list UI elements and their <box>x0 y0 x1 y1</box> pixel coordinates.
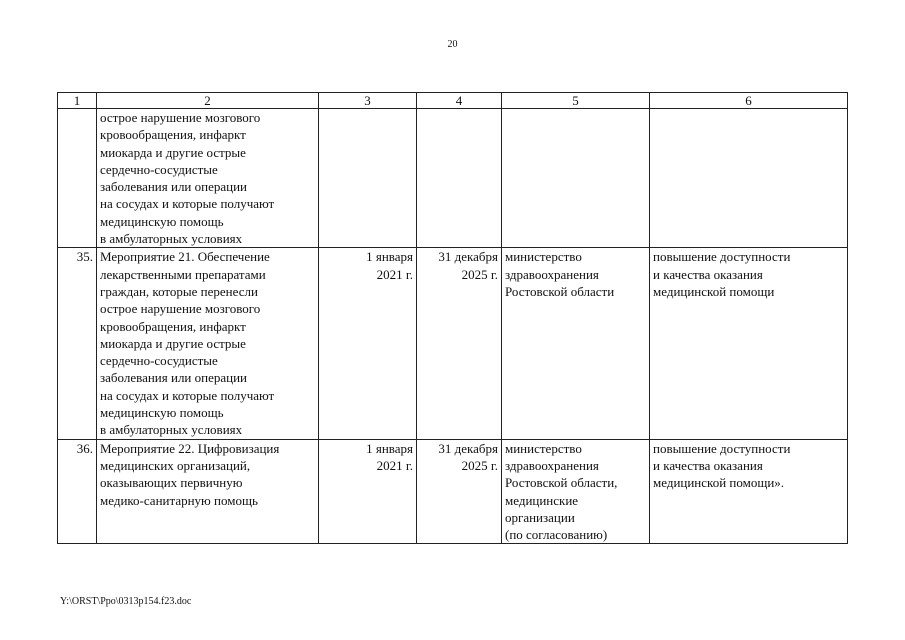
cell-text-line: миокарда и другие острые <box>100 335 246 351</box>
cell-text-line: на сосудах и которые получают <box>100 196 275 212</box>
end-date-cell <box>417 109 502 248</box>
cell-text-line: миокарда и другие острые <box>100 144 246 160</box>
start-date-cell <box>319 248 417 439</box>
cell-text-line: повышение доступности <box>653 440 791 456</box>
result-cell <box>650 248 848 439</box>
cell-text-line: 2025 г. <box>461 457 498 473</box>
cell-text-line: сердечно-сосудистые <box>100 161 218 177</box>
cell-text-line: Ростовской области, <box>505 475 618 491</box>
executor-cell <box>502 109 650 248</box>
cell-text-line: медицинских организаций, <box>100 457 251 473</box>
cell-text-line: кровообращения, инфаркт <box>100 318 246 334</box>
table-row <box>58 109 848 248</box>
measure-cell <box>97 248 319 439</box>
cell-text-line: в амбулаторных условиях <box>100 231 243 247</box>
cell-text-line: и качества оказания <box>653 457 763 473</box>
cell-text-line: медицинскую помощь <box>100 213 224 229</box>
cell-text-line: оказывающих первичную <box>100 475 243 491</box>
table-header-row <box>58 93 848 109</box>
cell-text-line: в амбулаторных условиях <box>100 422 243 438</box>
table-row <box>58 248 848 439</box>
cell-text-line: медицинские <box>505 492 579 508</box>
measure-cell <box>97 109 319 248</box>
cell-text-line: медицинской помощи <box>653 283 775 299</box>
measure-cell <box>97 439 319 544</box>
cell-text-line: здравоохранения <box>505 266 599 282</box>
column-header: 2 <box>97 93 319 109</box>
end-date-cell <box>417 439 502 544</box>
cell-text-line: 1 января <box>366 440 413 456</box>
executor-cell <box>502 439 650 544</box>
column-header: 1 <box>58 93 97 109</box>
start-date-cell <box>319 439 417 544</box>
cell-text-line: медико-санитарную помощь <box>100 492 258 508</box>
cell-text-line: кровообращения, инфаркт <box>100 127 246 143</box>
cell-text-line: 2021 г. <box>376 457 413 473</box>
result-cell <box>650 439 848 544</box>
column-header: 6 <box>650 93 848 109</box>
cell-text-line: острое нарушение мозгового <box>100 110 261 125</box>
start-date-cell <box>319 109 417 248</box>
cell-text-line: повышение доступности <box>653 249 791 265</box>
row-number-cell <box>58 109 97 248</box>
cell-text-line: министерство <box>505 440 582 456</box>
measures-table <box>57 92 848 544</box>
cell-text-line: на сосудах и которые получают <box>100 387 275 403</box>
cell-text-line: (по согласованию) <box>505 527 608 543</box>
cell-text-line: 31 декабря <box>438 249 498 265</box>
table-row <box>58 439 848 544</box>
cell-text-line: здравоохранения <box>505 457 599 473</box>
result-cell <box>650 109 848 248</box>
cell-text-line: сердечно-сосудистые <box>100 353 218 369</box>
cell-text-line: Ростовской области <box>505 283 615 299</box>
cell-text-line: министерство <box>505 249 582 265</box>
cell-text-line: заболевания или операции <box>100 370 248 386</box>
row-number-cell: 36. <box>58 439 97 544</box>
cell-text-line: организации <box>505 509 575 525</box>
cell-text-line: Мероприятие 21. Обеспечение <box>100 249 270 265</box>
cell-text-line: граждан, которые перенесли <box>100 283 258 299</box>
page-number: 20 <box>447 39 458 50</box>
cell-text-line: 1 января <box>366 249 413 265</box>
cell-text-line: 2021 г. <box>376 266 413 282</box>
column-header: 4 <box>417 93 502 109</box>
cell-text-line: и качества оказания <box>653 266 763 282</box>
column-header: 5 <box>502 93 650 109</box>
cell-text-line: заболевания или операции <box>100 179 248 195</box>
cell-text-line: медицинскую помощь <box>100 405 224 421</box>
end-date-cell <box>417 248 502 439</box>
file-path-footer: Y:\ORST\Ppo\0313p154.f23.doc <box>60 596 192 607</box>
cell-text-line: 2025 г. <box>461 266 498 282</box>
row-number-cell: 35. <box>58 248 97 439</box>
executor-cell <box>502 248 650 439</box>
cell-text-line: острое нарушение мозгового <box>100 301 261 317</box>
cell-text-line: медицинской помощи». <box>653 475 785 491</box>
cell-text-line: 31 декабря <box>438 440 498 456</box>
column-header: 3 <box>319 93 417 109</box>
cell-text-line: Мероприятие 22. Цифровизация <box>100 440 280 456</box>
cell-text-line: лекарственными препаратами <box>100 266 266 282</box>
